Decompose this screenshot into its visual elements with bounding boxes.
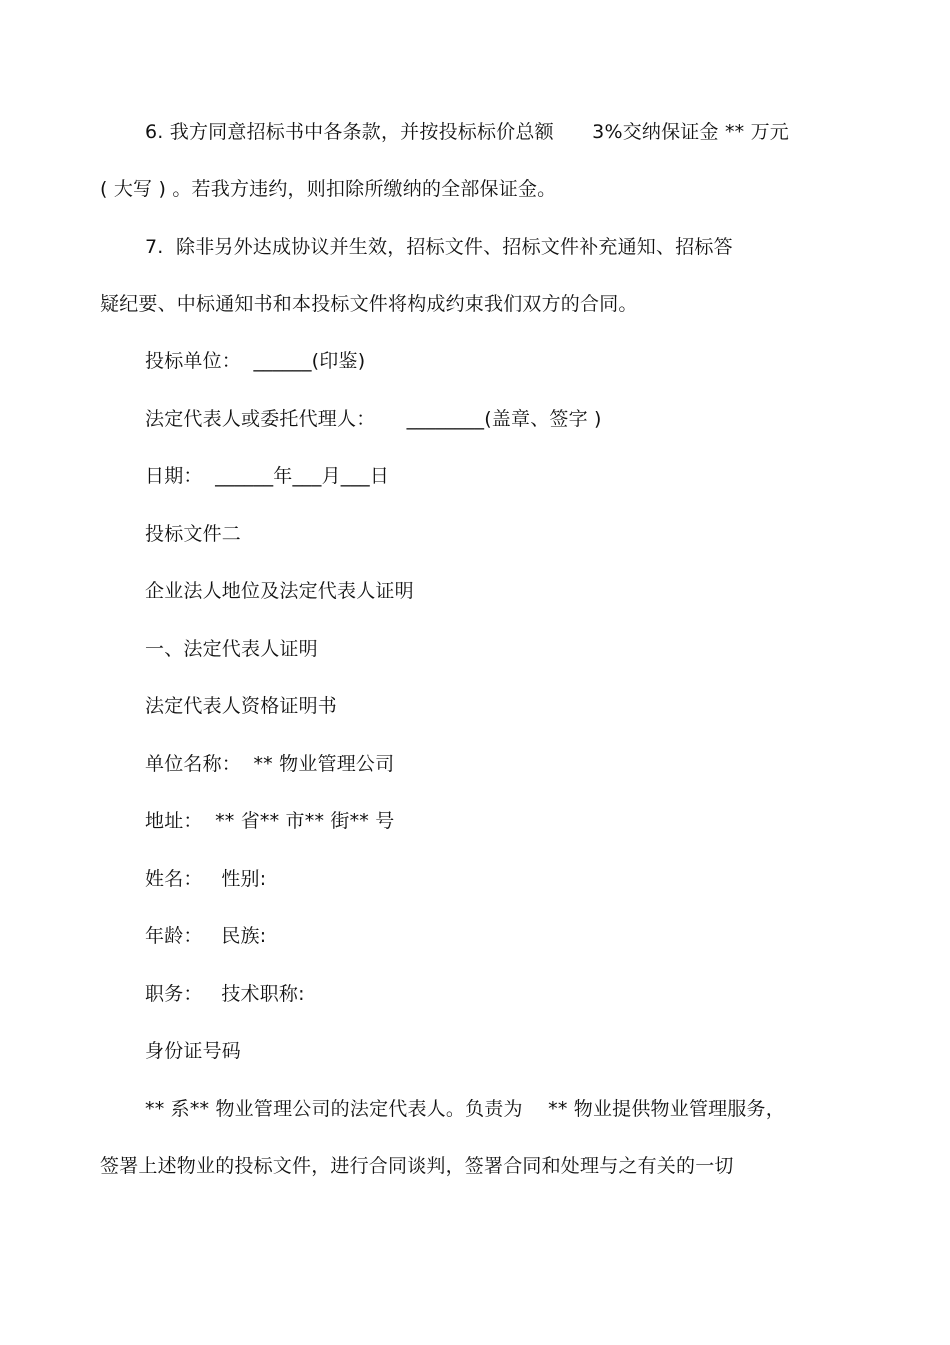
section-heading: 投标文件二 [145,523,242,545]
company-name-line: 单位名称： ** 物业管理公司 [145,753,395,775]
age-ethnicity-line: 年龄： 民族: [145,925,267,947]
date-line: 日期： ______年___月___日 [145,465,390,487]
certificate-title: 法定代表人资格证明书 [145,695,338,717]
name-gender-line: 姓名： 性别: [145,868,267,890]
clause-6-line-1: 6. 我方同意招标书中各条款，并按投标标价总额 3%交纳保证金 ** 万元 [145,121,789,143]
subsection-heading: 一、法定代表人证明 [145,638,318,660]
clause-7-line-1: 7. 除非另外达成协议并生效，招标文件、招标文件补充通知、招标答 [145,236,733,258]
id-number-line: 身份证号码 [145,1040,242,1062]
legal-rep-line: 法定代表人或委托代理人： ________(盖章、签字 ) [145,408,602,430]
clause-7-line-2: 疑纪要、中标通知书和本投标文件将构成约束我们双方的合同。 [100,293,638,315]
address-line: 地址： ** 省** 市** 街** 号 [145,810,395,832]
bidder-unit-line: 投标单位： ______(印鉴) [145,350,366,372]
statement-line-2: 签署上述物业的投标文件，进行合同谈判，签署合同和处理与之有关的一切 [100,1155,734,1177]
statement-line-1: ** 系** 物业管理公司的法定代表人。负责为 ** 物业提供物业管理服务， [145,1098,785,1120]
position-title-line: 职务： 技术职称: [145,983,305,1005]
section-subtitle: 企业法人地位及法定代表人证明 [145,580,414,602]
clause-6-line-2: ( 大写 ) 。若我方违约，则扣除所缴纳的全部保证金。 [100,178,557,200]
